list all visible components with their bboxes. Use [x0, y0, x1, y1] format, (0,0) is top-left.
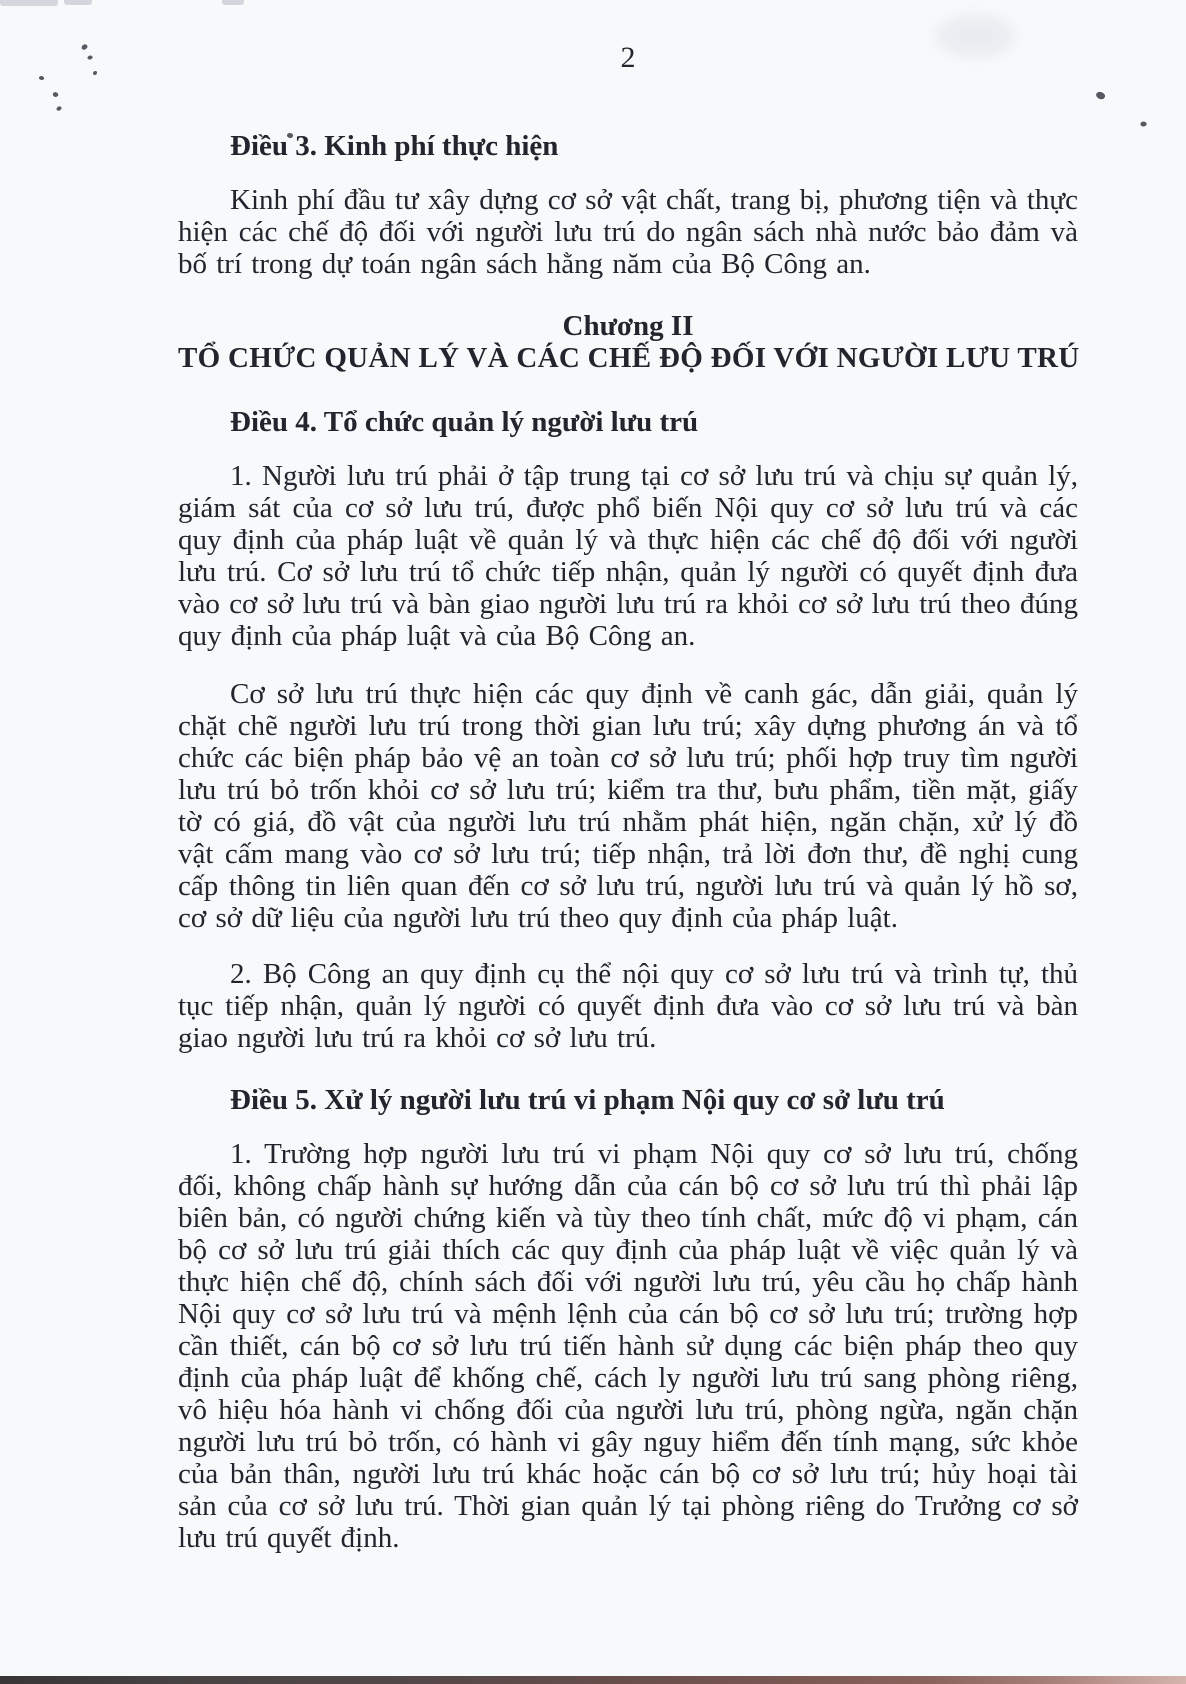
- scan-speck: [81, 43, 89, 51]
- article4-clause2-paragraph: 2. Bộ Công an quy định cụ thể nội quy cơ sở lưu trú và trình tự, thủ tục tiếp nhận, quản lý người có quyết định đưa vào cơ sở lưu trú và bàn giao người lưu trú ra khỏi cơ sở lưu trú.: [178, 958, 1078, 1054]
- article4-clause1-continued-paragraph: Cơ sở lưu trú thực hiện các quy định về canh gác, dẫn giải, quản lý chặt chẽ người lưu trú trong thời gian lưu trú; xây dựng phương án và tổ chức các biện pháp bảo vệ an toàn cơ sở lưu trú; phối hợp truy tìm người lưu trú bỏ trốn khỏi cơ sở lưu trú; kiểm tra thư, bưu phẩm, tiền mặt, giấy tờ có giá, đồ vật của người lưu trú nhằm phát hiện, ngăn chặn, xử lý đồ vật cấm mang vào cơ sở lưu trú; tiếp nhận, trả lời đơn thư, đề nghị cung cấp thông tin liên quan đến cơ sở lưu trú, người lưu trú và quản lý hồ sơ, cơ sở dữ liệu của người lưu trú theo quy định của pháp luật.: [178, 678, 1078, 934]
- article5-clause1-paragraph: 1. Trường hợp người lưu trú vi phạm Nội quy cơ sở lưu trú, chống đối, không chấp hành sự hướng dẫn của cán bộ cơ sở lưu trú thì phải lập biên bản, có người chứng kiến và tùy theo tính chất, mức độ vi phạm, cán bộ cơ sở lưu trú giải thích các quy định của pháp luật về việc quản lý và thực hiện chế độ, chính sách đối với người lưu trú, yêu cầu họ chấp hành Nội quy cơ sở lưu trú và mệnh lệnh của cán bộ cơ sở lưu trú; trường hợp cần thiết, cán bộ cơ sở lưu trú tiến hành sử dụng các biện pháp theo quy định của pháp luật để khống chế, cách ly người lưu trú sang phòng riêng, vô hiệu hóa hành vi chống đối của người lưu trú, phòng ngừa, ngăn chặn người lưu trú bỏ trốn, có hành vi gây nguy hiểm đến tính mạng, sức khỏe của bản thân, người lưu trú khác hoặc cán bộ cơ sở lưu trú; hủy hoại tài sản của cơ sở lưu trú. Thời gian quản lý tại phòng riêng do Trưởng cơ sở lưu trú quyết định.: [178, 1138, 1078, 1554]
- chapter2-label: Chương II: [562, 310, 694, 342]
- chapter2-heading: [178, 310, 1078, 374]
- scan-edge-smudge: [64, 0, 92, 5]
- scan-edge-smudge: [222, 0, 244, 5]
- scan-speck: [38, 75, 44, 81]
- scan-speck: [1140, 121, 1147, 128]
- scan-speck: [93, 71, 97, 75]
- chapter2-title: TỔ CHỨC QUẢN LÝ VÀ CÁC CHẾ ĐỘ ĐỐI VỚI NGƯỜI LƯU TRÚ: [178, 342, 1080, 374]
- article3-paragraph: Kinh phí đầu tư xây dựng cơ sở vật chất, trang bị, phương tiện và thực hiện các chế độ đối với người lưu trú do ngân sách nhà nước bảo đảm và bố trí trong dự toán ngân sách hằng năm của Bộ Công an.: [178, 184, 1078, 280]
- scan-bottom-edge-bar: [0, 1676, 1186, 1684]
- scan-speck: [87, 54, 93, 60]
- article3-heading: Điều 3. Kinh phí thực hiện: [230, 130, 559, 162]
- page-number: 2: [620, 41, 636, 74]
- scan-speck: [52, 91, 59, 98]
- scan-edge-smudge: [0, 0, 58, 6]
- scan-speck: [1095, 90, 1106, 101]
- document-body: [178, 42, 1078, 1554]
- article5-heading: Điều 5. Xử lý người lưu trú vi phạm Nội quy cơ sở lưu trú: [230, 1084, 945, 1116]
- scan-speck: [56, 105, 62, 111]
- article4-clause1-paragraph: 1. Người lưu trú phải ở tập trung tại cơ sở lưu trú và chịu sự quản lý, giám sát của cơ sở lưu trú, được phổ biến Nội quy cơ sở lưu trú và các quy định của pháp luật về quản lý và thực hiện các chế độ đối với người lưu trú. Cơ sở lưu trú tổ chức tiếp nhận, quản lý người có quyết định đưa vào cơ sở lưu trú và bàn giao người lưu trú ra khỏi cơ sở lưu trú theo đúng quy định của pháp luật và của Bộ Công an.: [178, 460, 1078, 652]
- article4-heading: Điều 4. Tổ chức quản lý người lưu trú: [230, 406, 699, 438]
